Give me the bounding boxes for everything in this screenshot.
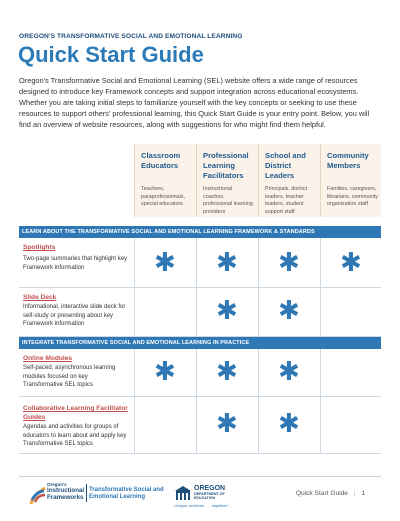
section-banner-learn: LEARN ABOUT THE TRANSFORMATIVE SOCIAL AND EMOTIONAL LEARNING FRAMEWORK & STANDARDS — [19, 226, 381, 238]
eyebrow-heading: OREGON'S TRANSFORMATIVE SOCIAL AND EMOTIONAL LEARNING — [19, 33, 243, 40]
column-header-pl-facilitators — [196, 144, 258, 217]
recommended-star-icon: ✱ — [278, 409, 300, 439]
column-header-school-district-leaders — [258, 144, 320, 217]
column-subtitle: Instructional coaches, professional learning providers — [203, 186, 253, 215]
resource-link-spotlights[interactable]: Spotlights — [23, 244, 56, 251]
recommended-star-icon: ✱ — [216, 409, 238, 439]
logo-separator — [86, 484, 87, 502]
instructional-frameworks-logo-icon — [29, 482, 47, 506]
resource-description: Self-paced, asynchronous learning modules focused on key Transformative SEL topics — [23, 365, 116, 388]
recommended-star-icon: ✱ — [278, 248, 300, 278]
column-header-classroom-educators — [134, 144, 196, 217]
resource-description: Agendas and activities for groups of educators to learn about and apply key Transformative SEL topics — [23, 424, 127, 447]
table-row — [19, 288, 381, 337]
page-title: Quick Start Guide — [18, 42, 204, 67]
column-title: Classroom Educators — [141, 151, 181, 170]
column-header-community-members — [320, 144, 381, 217]
recommended-star-icon: ✱ — [216, 296, 238, 326]
column-subtitle: Teachers, paraprofessionals, special educators — [141, 186, 186, 207]
table-row — [19, 238, 381, 288]
recommended-star-icon: ✱ — [340, 248, 362, 278]
column-subtitle: Families, caregivers, librarians, community organization staff — [327, 186, 378, 207]
ode-name: OREGON — [194, 485, 226, 492]
recommended-star-icon: ✱ — [154, 357, 176, 387]
ode-subname: DEPARTMENT OF EDUCATION — [194, 492, 225, 500]
footer-separator: | — [353, 490, 356, 497]
resource-link-facilitator-guides[interactable]: Collaborative Learning Facilitator Guides — [23, 405, 128, 421]
logo-main-text: Instructional Frameworks — [47, 487, 85, 501]
intro-paragraph: Oregon's Transformative Social and Emotional Learning (SEL) website offers a wide range of resources designed to introduce key Framework concepts and support integration across educational ecosystems. Whether you are taking initial steps to familiarize yourself with the key concepts or seeking to use these resources to support others' professional learning, this Quick Start Guide is your entry point. Below, you will find an overview of website resources, along with suggestions for who might find them helpful. — [19, 76, 370, 129]
recommended-star-icon: ✱ — [216, 357, 238, 387]
recommended-star-icon: ✱ — [278, 296, 300, 326]
table-row — [19, 349, 381, 397]
recommended-star-icon: ✱ — [154, 248, 176, 278]
ode-tagline: Oregon achieves . . . together! — [174, 503, 228, 508]
page-footer-label — [296, 490, 365, 497]
recommended-star-icon: ✱ — [278, 357, 300, 387]
section-banner-integrate: INTEGRATE TRANSFORMATIVE SOCIAL AND EMOTIONAL LEARNING IN PRACTICE — [19, 337, 381, 349]
column-subtitle: Principals, district leaders, teacher leaders, student support staff — [265, 186, 307, 215]
school-building-icon — [174, 485, 192, 501]
resource-description: Two-page summaries that highlight key Framework information — [23, 256, 128, 271]
resource-link-online-modules[interactable]: Online Modules — [23, 355, 73, 362]
logo-small-text: Oregon's — [47, 482, 67, 487]
resource-link-slide-deck[interactable]: Slide Deck — [23, 294, 57, 301]
column-title: School and District Leaders — [265, 151, 306, 180]
page-number: 1 — [361, 490, 365, 497]
column-title: Community Members — [327, 151, 369, 170]
table-row — [19, 397, 381, 454]
resource-description: Informational, interactive slide deck for self-study or presenting about key Framework information — [23, 304, 126, 327]
logo-tagline: Transformative Social and Emotional Learning — [89, 487, 164, 500]
footer-document-name: Quick Start Guide — [295, 490, 348, 497]
recommended-star-icon: ✱ — [216, 248, 238, 278]
column-title: Professional Learning Facilitators — [203, 151, 249, 180]
footer-divider — [19, 476, 381, 477]
